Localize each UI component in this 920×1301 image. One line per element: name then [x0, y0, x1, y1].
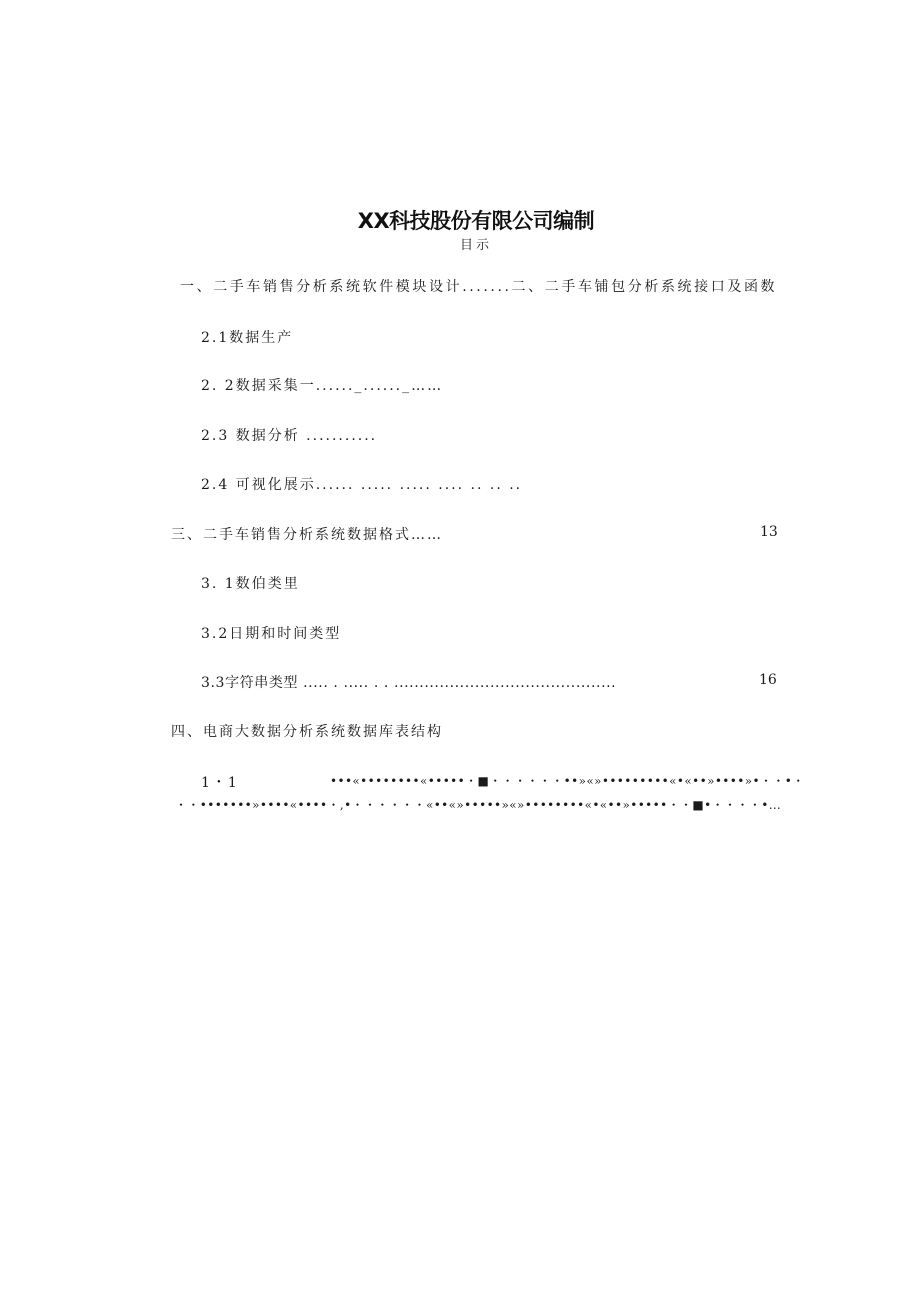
company-title: XX科技股份有限公司编制	[357, 209, 595, 233]
toc-page-number: 13	[760, 524, 778, 540]
toc-entry-2-4[interactable]: 2.4 可视化展示...... ..... ..... .... .. .. ..	[201, 477, 523, 493]
toc-leader-dots: •••«••••••••«•••••・■・・・・・・••»«»•••••••••«•«••»••••»•・・•・	[330, 774, 805, 788]
toc-entry-section-4[interactable]: 四、电商大数据分析系统数据库表结构	[171, 724, 443, 740]
toc-heading: 目示	[459, 238, 492, 253]
toc-entry-2-2[interactable]: 2. 2数据采集一......_......_……	[201, 378, 444, 394]
toc-entry-1-1-number[interactable]: 1・1	[201, 775, 239, 791]
toc-entry-3-1[interactable]: 3. 1数伯类里	[201, 576, 300, 592]
toc-entry-section-3[interactable]: 三、二手车销售分析系统数据格式……	[171, 527, 443, 543]
toc-entry-3-2[interactable]: 3.2日期和时间类型	[201, 626, 342, 642]
toc-entry-3-3[interactable]: 3.3字符串类型 ..... . ..... . . ............................................	[201, 675, 617, 691]
toc-page-number: 16	[759, 672, 777, 688]
toc-entry-2-3[interactable]: 2.3 数据分析 ...........	[201, 428, 378, 444]
toc-entry-section-1-2[interactable]: 一、二手车销售分析系统软件模块设计.......二、二手车铺包分析系统接口及函数	[180, 279, 778, 295]
toc-entry-2-1[interactable]: 2.1数据生产	[201, 330, 294, 346]
toc-leader-dots: ・・•••••••»••••«••••・,•・・・・・・«••«»•••••»«»••••••••«•«••»•••••・・■•・・・・•…	[175, 798, 782, 812]
